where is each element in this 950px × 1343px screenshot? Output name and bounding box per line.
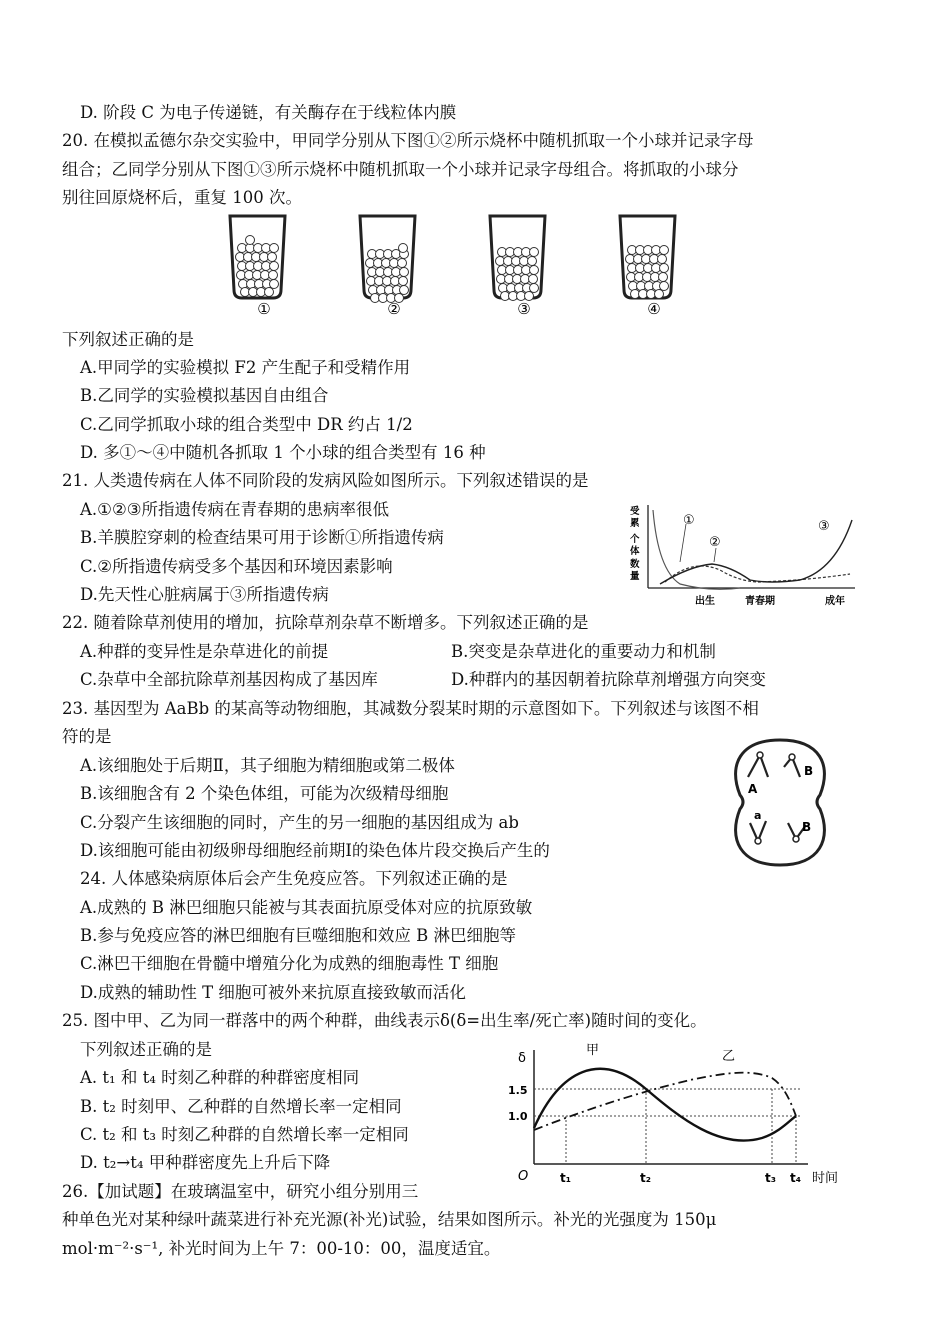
- q22-option-c: C.杂草中全部抗除草剂基因构成了基因库: [80, 670, 378, 689]
- beaker-4: [620, 216, 675, 299]
- q25-option-b: B. t₂ 时刻甲、乙种群的自然增长率一定相同: [80, 1097, 402, 1116]
- q25-xlabel: 时间: [812, 1171, 839, 1186]
- q23-option-d: D.该细胞可能由初级卵母细胞经前期Ⅰ的染色体片段交换后产生的: [80, 841, 550, 860]
- q20-option-c: C.乙同学抓取小球的组合类型中 DR 约占 1/2: [80, 415, 413, 434]
- q21-ylabel-char: 数: [630, 559, 640, 570]
- q25-curve-jia: [534, 1069, 796, 1141]
- q21-curve-1: [653, 510, 740, 589]
- q23-option-a: A.该细胞处于后期Ⅱ，其子细胞为精细胞或第二极体: [80, 756, 455, 775]
- q24-option-a: A.成熟的 B 淋巴细胞只能被与其表面抗原受体对应的抗原致敏: [80, 898, 533, 917]
- q20-option-d: D. 多①～④中随机各抓取 1 个小球的组合类型有 16 种: [80, 443, 486, 462]
- gene-label-B2: B: [802, 820, 812, 834]
- beaker-figure: [215, 210, 695, 320]
- q26-line2: 种单色光对某种绿叶蔬菜进行补充光源(补光)试验，结果如图所示。补光的光强度为 150μ: [62, 1210, 717, 1229]
- q25-xtick-t3: t₃: [765, 1171, 776, 1185]
- q19-option-d: D. 阶段 C 为电子传递链，有关酶存在于线粒体内膜: [80, 103, 457, 122]
- q25-chart: [500, 1040, 860, 1190]
- q21-chart: [620, 500, 870, 610]
- beaker-3: [490, 216, 545, 301]
- q22-option-a: A.种群的变异性是杂草进化的前提: [80, 642, 329, 661]
- q21-ylabel-char: 个: [630, 534, 640, 545]
- q22-option-b: B.突变是杂草进化的重要动力和机制: [451, 642, 716, 661]
- q23-stem-line2: 符的是: [62, 727, 112, 746]
- q25-option-a: A. t₁ 和 t₄ 时刻乙种群的种群密度相同: [80, 1068, 360, 1087]
- beaker-1: [230, 216, 285, 298]
- q25-xtick-t2: t₂: [640, 1171, 651, 1185]
- beaker-label-3: ③: [517, 300, 531, 318]
- q24-option-c: C.淋巴干细胞在骨髓中增殖分化为成熟的细胞毒性 T 细胞: [80, 954, 499, 973]
- q21-xlabel-puberty: 青春期: [745, 596, 775, 607]
- q24-stem: 24. 人体感染病原体后会产生免疫应答。下列叙述正确的是: [80, 869, 508, 888]
- q21-ylabel-char: 受: [630, 506, 640, 517]
- q25-ytick-1.0: 1.0: [508, 1110, 528, 1123]
- q22-option-d: D.种群内的基因朝着抗除草剂增强方向突变: [451, 670, 766, 689]
- q25-ylabel: δ: [518, 1051, 526, 1066]
- q21-option-c: C.②所指遗传病受多个基因和环境因素影响: [80, 557, 393, 576]
- q25-option-c: C. t₂ 和 t₃ 时刻乙种群的自然增长率一定相同: [80, 1125, 409, 1144]
- q25-curve-yi: [534, 1073, 796, 1130]
- q26-line3: mol·m⁻²·s⁻¹, 补光时间为上午 7：00-10：00，温度适宜。: [62, 1239, 501, 1258]
- q20-stem-line2: 组合；乙同学分别从下图①③所示烧杯中随机抓取一个小球并记录字母组合。将抓取的小球分: [62, 160, 739, 179]
- q20-stem-line3: 别往回原烧杯后，重复 100 次。: [62, 188, 302, 207]
- beaker-label-1: ①: [257, 300, 271, 318]
- q23-option-b: B.该细胞含有 2 个染色体组，可能为次级精母细胞: [80, 784, 449, 803]
- q20-option-a: A.甲同学的实验模拟 F2 产生配子和受精作用: [80, 358, 411, 377]
- q20-option-b: B.乙同学的实验模拟基因自由组合: [80, 386, 329, 405]
- q20-prompt: 下列叙述正确的是: [62, 330, 194, 349]
- q21-stem: 21. 人类遗传病在人体不同阶段的发病风险如图所示。下列叙述错误的是: [62, 471, 589, 490]
- q21-mark-3: ③: [818, 519, 830, 534]
- beaker-label-2: ②: [387, 300, 401, 318]
- cell-outline: [736, 740, 825, 865]
- q25-stem-line2: 下列叙述正确的是: [80, 1040, 212, 1059]
- q25-xtick-t1: t₁: [560, 1171, 571, 1185]
- q25-series-jia: 甲: [586, 1043, 600, 1058]
- q20-stem-line1: 20. 在模拟孟德尔杂交实验中，甲同学分别从下图①②所示烧杯中随机抓取一个小球并记录字母: [62, 131, 754, 150]
- q25-ytick-1.5: 1.5: [508, 1084, 528, 1097]
- q25-series-yi: 乙: [722, 1049, 736, 1064]
- q21-xlabel-adult: 成年: [825, 596, 845, 607]
- q21-option-d: D.先天性心脏病属于③所指遗传病: [80, 585, 329, 604]
- q21-mark-1: ①: [683, 513, 695, 528]
- beaker-label-4: ④: [647, 300, 661, 318]
- q23-cell-diagram: [720, 735, 840, 870]
- q25-origin: O: [518, 1169, 529, 1184]
- q24-option-b: B.参与免疫应答的淋巴细胞有巨噬细胞和效应 B 淋巴细胞等: [80, 926, 516, 945]
- q21-option-b: B.羊膜腔穿刺的检查结果可用于诊断①所指遗传病: [80, 528, 444, 547]
- q22-stem: 22. 随着除草剂使用的增加，抗除草剂杂草不断增多。下列叙述正确的是: [62, 613, 589, 632]
- q26-line1: 26.【加试题】在玻璃温室中，研究小组分别用三: [62, 1182, 419, 1201]
- q21-mark-2: ②: [709, 535, 721, 550]
- q25-xtick-t4: t₄: [790, 1171, 801, 1185]
- gene-label-A: A: [748, 782, 758, 796]
- q23-option-c: C.分裂产生该细胞的同时，产生的另一细胞的基因组成为 ab: [80, 813, 519, 832]
- gene-label-a: a: [754, 809, 762, 822]
- q21-xlabel-birth: 出生: [695, 596, 715, 607]
- q21-ylabel-char: 量: [630, 571, 640, 582]
- q23-stem-line1: 23. 基因型为 AaBb 的某高等动物细胞，其减数分裂某时期的示意图如下。下列叙述与该图不相: [62, 699, 759, 718]
- q21-ylabel-char: 体: [630, 546, 640, 557]
- gene-label-B: B: [804, 764, 814, 778]
- q25-option-d: D. t₂→t₄ 甲种群密度先上升后下降: [80, 1153, 331, 1172]
- q21-ylabel-char: 累: [630, 518, 640, 529]
- beaker-2: [360, 216, 415, 303]
- q24-option-d: D.成熟的辅助性 T 细胞可被外来抗原直接致敏而活化: [80, 983, 466, 1002]
- q21-option-a: A.①②③所指遗传病在青春期的患病率很低: [80, 500, 390, 519]
- q25-stem-line1: 25. 图中甲、乙为同一群落中的两个种群，曲线表示δ(δ=出生率/死亡率)随时间的变化。: [62, 1011, 707, 1030]
